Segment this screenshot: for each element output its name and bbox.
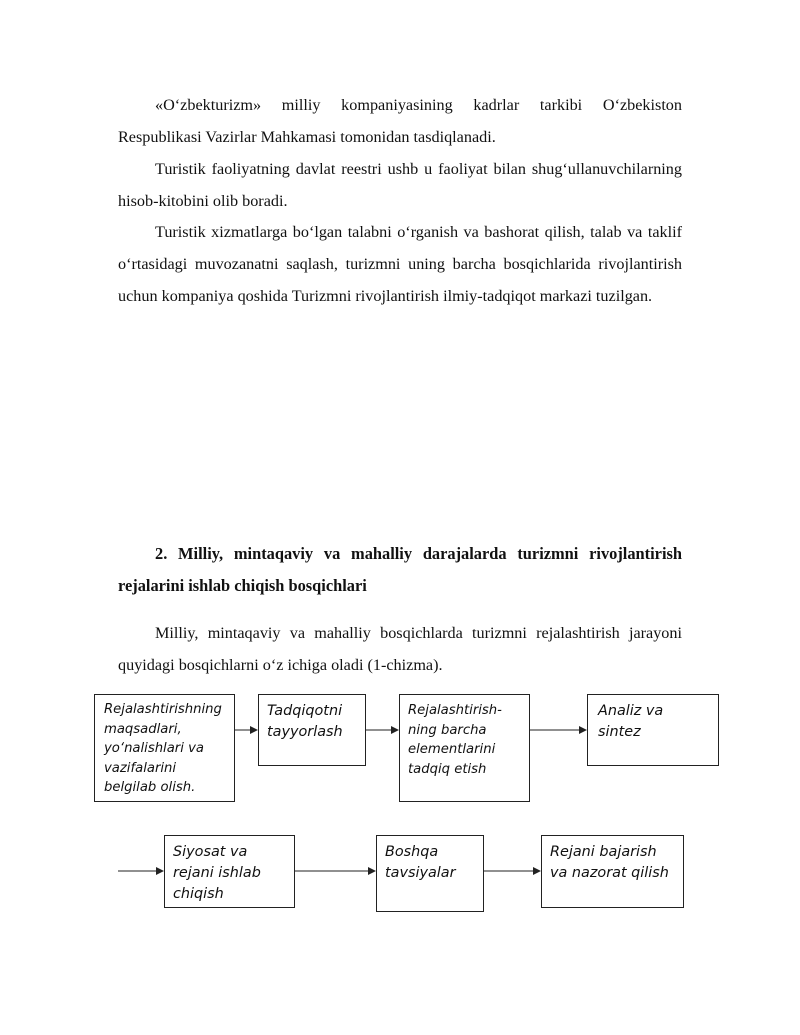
diagram-box-research-prep: Tadqiqotni tayyorlash bbox=[258, 694, 366, 766]
diagram-box-elements-study: Rejalashtirish-ning barcha elementlarini tadqiq etish bbox=[399, 694, 530, 802]
paragraph-2: Turistik faoliyatning davlat reestri ushb u faoliyat bilan shug‘ullanuvchilarning hisob-kitobini olib boradi. bbox=[118, 160, 682, 210]
diagram-box-recommendations: Boshqa tavsiyalar bbox=[376, 835, 484, 912]
paragraph-3: Turistik xizmatlarga bo‘lgan talabni o‘rganish va bashorat qilish, talab va taklif o‘rtasidagi muvozanatni saqlash, turizmni uning barcha bosqichlarida rivojlantirish uchun kompaniya qoshida Turizmni rivojlantirish ilmiy-tadqiqot markazi tuzilgan. bbox=[118, 223, 682, 305]
diagram-box-goals: Rejalashtirishning maqsadlari, yo‘nalishlari va vazifalarini belgilab olish. bbox=[94, 694, 235, 802]
section-heading: 2. Milliy, mintaqaviy va mahalliy darajalarda turizmni rivojlantirish rejalarini ishlab chiqish bosqichlari bbox=[118, 544, 682, 595]
diagram-box-policy: Siyosat va rejani ishlab chiqish bbox=[164, 835, 295, 908]
diagram-box-execution: Rejani bajarish va nazorat qilish bbox=[541, 835, 684, 908]
intro-paragraph: Milliy, mintaqaviy va mahalliy bosqichlarda turizmni rejalashtirish jarayoni quyidagi bosqichlarni o‘z ichiga oladi (1-chizma). bbox=[118, 624, 682, 674]
paragraph-1: «O‘zbekturizm» milliy kompaniyasining kadrlar tarkibi O‘zbekiston Respublikasi Vazirlar Mahkamasi tomonidan tasdiqlanadi. bbox=[118, 96, 682, 146]
diagram-box-analysis: Analiz va sintez bbox=[587, 694, 719, 766]
